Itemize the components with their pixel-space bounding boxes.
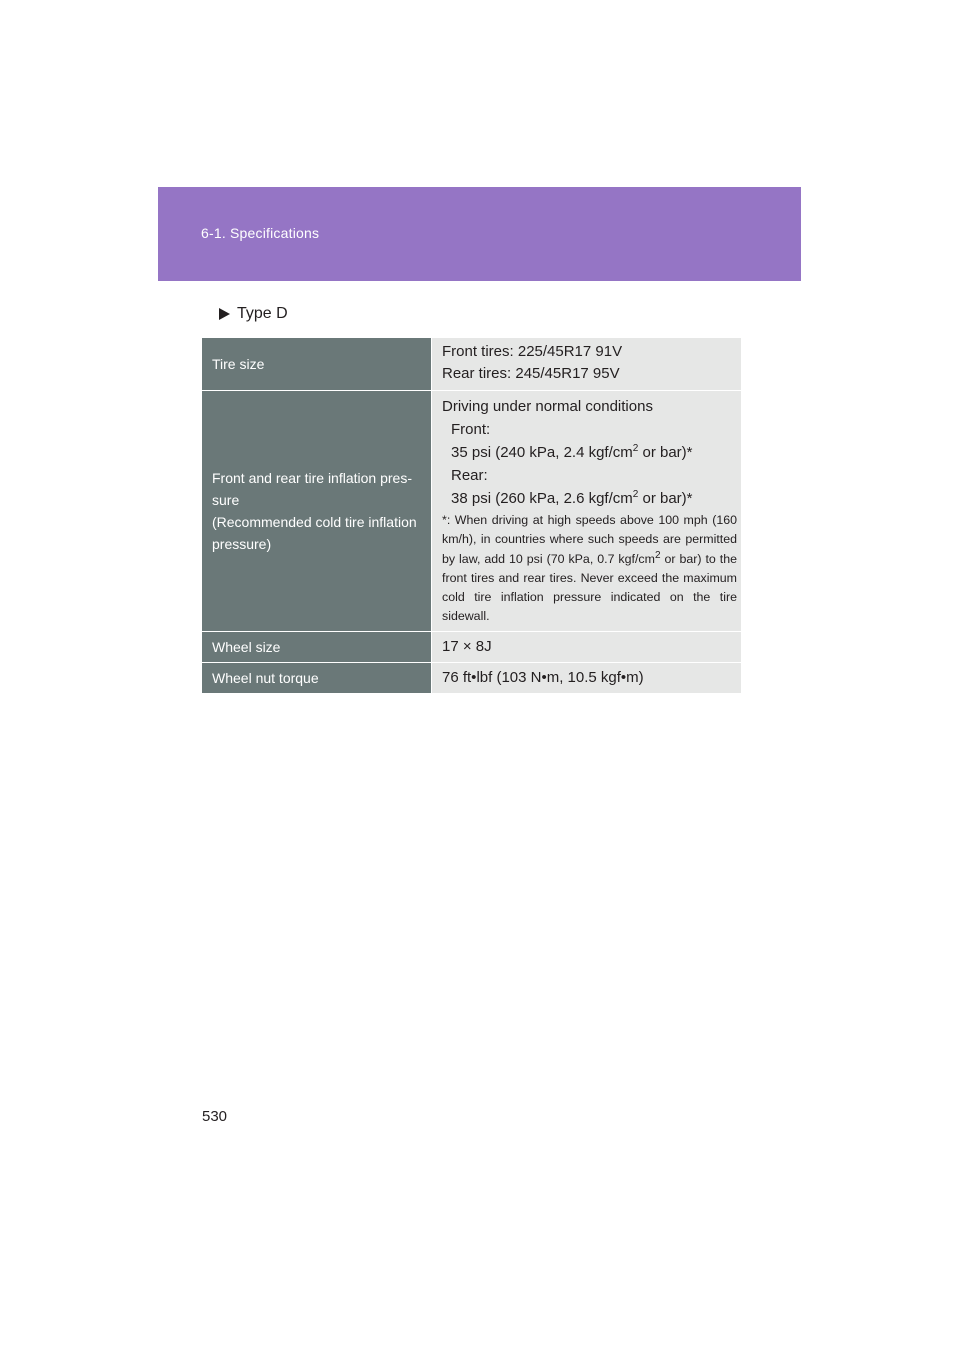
section-title: 6-1. Specifications <box>201 225 320 241</box>
rear-pressure-value: 38 psi (260 kPa, 2.6 kgf/$cm^2$ or bar)* <box>451 489 693 507</box>
front-pressure-value: 35 psi (240 kPa, 2.4 kgf/$cm^2$ or bar)* <box>451 443 693 461</box>
front-tire-size: Front tires: 225/45R17 91V <box>442 343 623 360</box>
inflation-label-line: Front and rear tire inflation pres- <box>212 470 412 486</box>
spec-table <box>202 338 741 693</box>
wheel-nut-torque-label: Wheel nut torque <box>202 663 432 693</box>
type-heading-label: Type D <box>237 305 288 322</box>
tire-size-label: Tire size <box>202 338 432 390</box>
rear-tire-size: Rear tires: 245/45R17 95V <box>442 365 620 382</box>
table-row-inflation <box>202 391 741 632</box>
inflation-label-line: (Recommended cold tire inflation <box>212 514 417 530</box>
normal-conditions: Driving under normal conditions <box>442 398 653 415</box>
inflation-value <box>432 391 741 631</box>
inflation-label-line: sure <box>212 492 240 508</box>
wheel-size-label: Wheel size <box>202 632 432 662</box>
table-row-tire-size <box>202 338 741 391</box>
table-row-wheel-size <box>202 632 741 663</box>
type-heading <box>219 305 288 323</box>
inflation-label-line: pressure) <box>212 536 272 552</box>
inflation-label <box>202 391 432 631</box>
rear-pressure-label: Rear: <box>451 467 488 484</box>
tire-size-value <box>432 338 741 390</box>
header-band <box>158 187 801 281</box>
table-row-wheel-nut-torque <box>202 663 741 693</box>
wheel-size-value: 17 × 8J <box>432 632 741 662</box>
front-pressure-label: Front: <box>451 421 491 438</box>
high-speed-note: *: When driving at high speeds above 100 mph (160 km/h), in countries where such speeds are permitted by law, add 10 psi (70 kPa, 0.7 kgf/$cm^2$ or bar) to the front tires and rear tires. Never exceed the maximum cold tire inflation pressure indicated on the tire sidewall. <box>442 513 738 624</box>
triangle-bullet-icon <box>219 308 230 320</box>
page-number: 530 <box>202 1108 228 1125</box>
wheel-nut-torque-value: 76 ft•lbf (103 N•m, 10.5 kgf•m) <box>432 663 741 693</box>
